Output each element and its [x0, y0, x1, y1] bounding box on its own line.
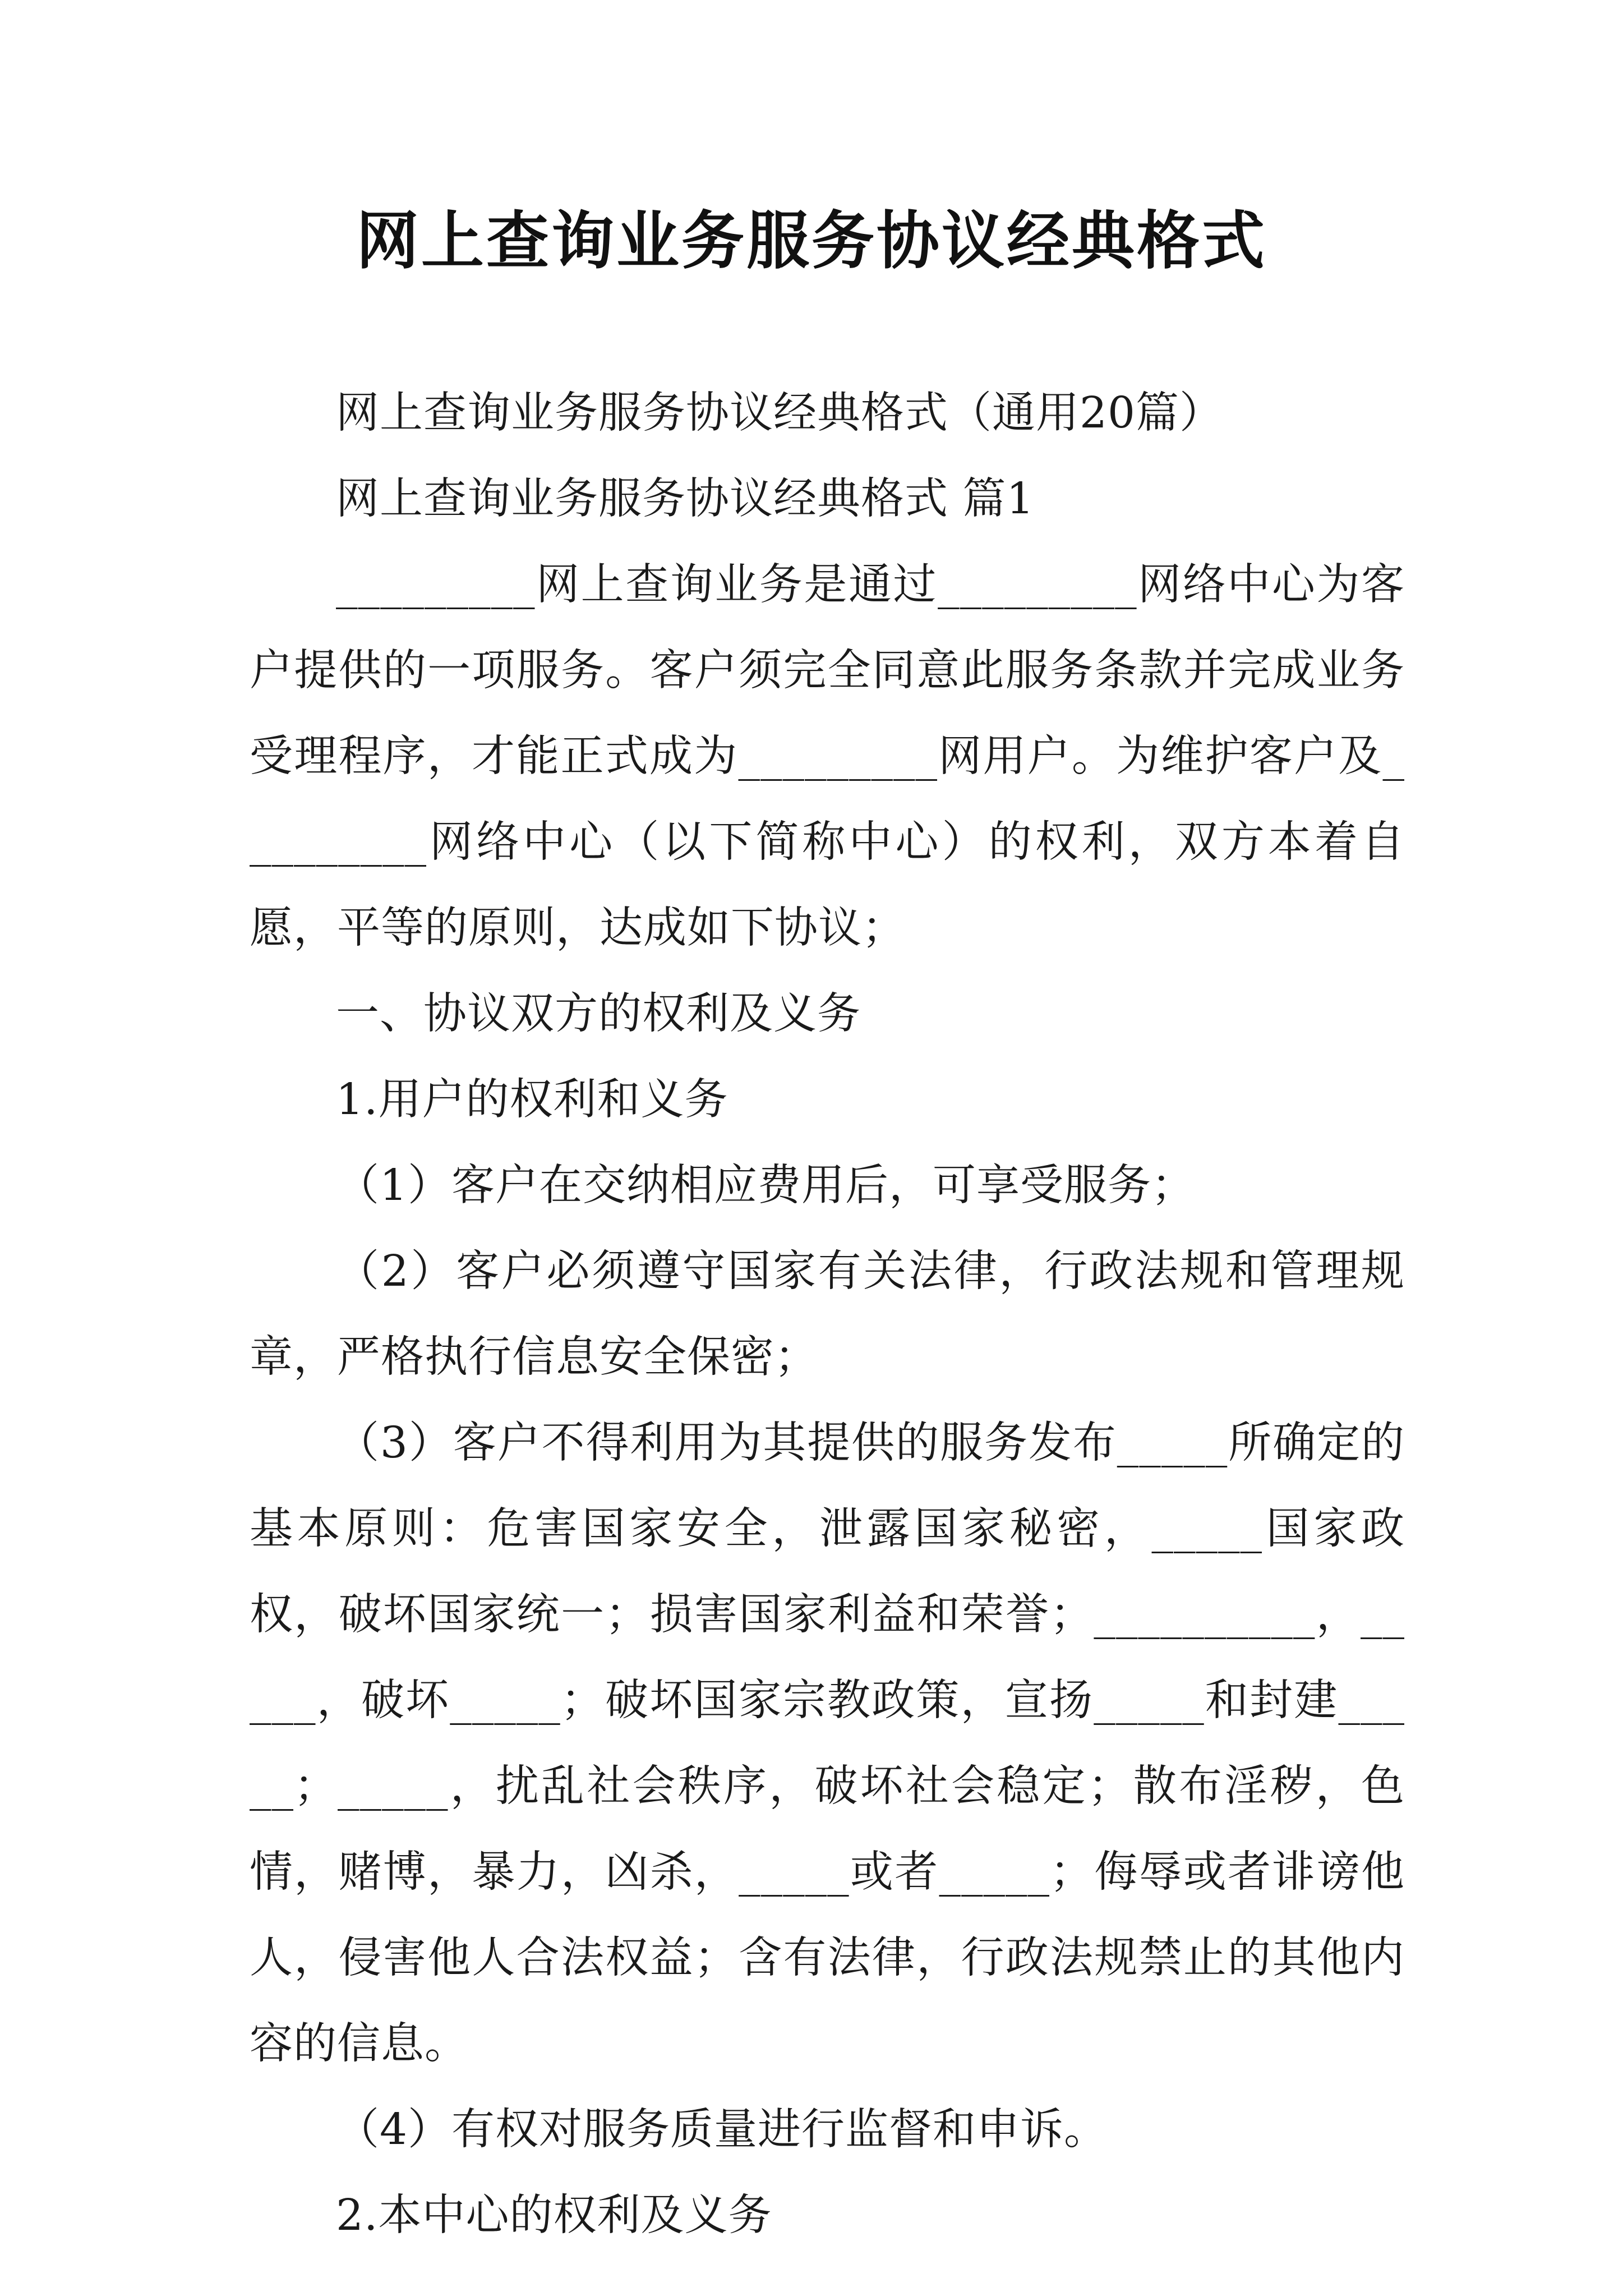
section-heading-part1: 网上查询业务服务协议经典格式 篇1	[336, 474, 1035, 524]
clause-3: （3）客户不得利用为其提供的服务发布_____所确定的基本原则：危害国家安全，泄露国家秘密，_____国家政权，破坏国家统一；损害国家利益和荣誉；__________，_____，破坏_____；破坏国家宗教政策，宣扬_____和封建_____；_____，扰乱社会秩序，破坏社会稳定；散布淫秽，色情，赌博，暴力，凶杀，_____或者_____；侮辱或者诽谤他人，侵害他人合法权益；含有法律，行政法规禁止的其他内容的信息。	[250, 1418, 1405, 2069]
document-body	[250, 370, 1405, 2258]
heading-user-rights: 1.用户的权利和义务	[336, 1075, 728, 1125]
intro-paragraph: _________网上查询业务是通过_________网络中心为客户提供的一项服务。客户须完全同意此服务条款并完成业务受理程序，才能正式成为_________网用户。为维护客户及_________网络中心（以下简称中心）的权利，双方本着自愿，平等的原则，达成如下协议；	[250, 560, 1405, 953]
clause-2: （2）客户必须遵守国家有关法律，行政法规和管理规章，严格执行信息安全保密；	[250, 1246, 1405, 1382]
heading-rights-obligations: 一、协议双方的权利及义务	[336, 989, 861, 1039]
heading-center-rights: 2.本中心的权利及义务	[336, 2191, 772, 2240]
subtitle-paragraph: 网上查询业务服务协议经典格式（通用20篇）	[336, 388, 1223, 438]
clause-1: （1）客户在交纳相应费用后，可享受服务；	[336, 1161, 1195, 1211]
clause-4: （4）有权对服务质量进行监督和申诉。	[336, 2105, 1108, 2155]
document-title: 网上查询业务服务协议经典格式	[356, 205, 1267, 278]
